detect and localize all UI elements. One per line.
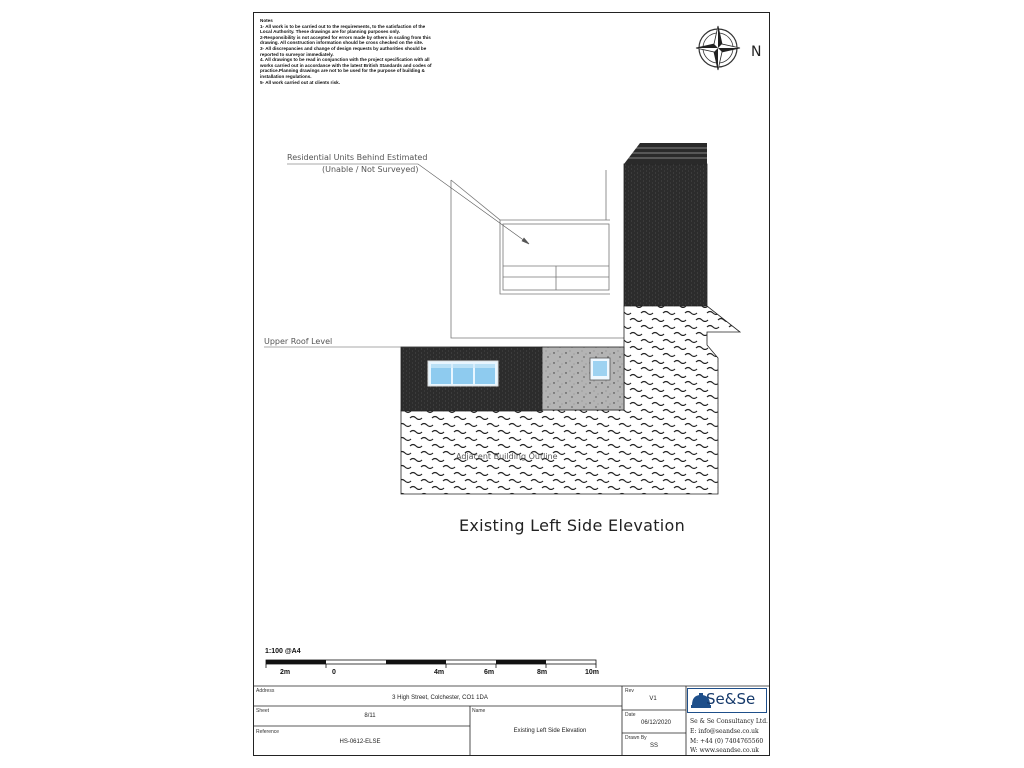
reference-value: HS-0612-ELSE bbox=[339, 739, 381, 745]
notes-line: Local Authority. These drawings are for planning purposes only. bbox=[260, 29, 401, 35]
notes-line: 5- All work carried out at clients risk. bbox=[260, 79, 340, 85]
notes-line: 3- All discrepancies and change of design requests by authorities should be bbox=[260, 45, 427, 51]
date-value: 06/12/2020 bbox=[640, 720, 672, 726]
annotation-leaders bbox=[264, 164, 529, 347]
sheet-label: Sheet bbox=[256, 708, 270, 714]
logo-text: Se&Se bbox=[706, 690, 756, 708]
rev-value: V1 bbox=[649, 696, 657, 702]
scale-tick: 0 bbox=[332, 669, 336, 676]
dark-brick-wall bbox=[624, 143, 707, 306]
notes-heading: Notes bbox=[260, 18, 273, 23]
notes-line: 4. All drawings to be read in conjunction with the project specification with all bbox=[260, 57, 430, 63]
date-label: Date bbox=[625, 712, 636, 718]
address-value: 3 High Street, Colchester, CO1 1DA bbox=[392, 695, 488, 701]
scale-tick: 6m bbox=[484, 669, 495, 676]
drawn-by-value: SS bbox=[649, 743, 658, 749]
company-web: W: www.seandse.co.uk bbox=[690, 747, 759, 754]
scale-tick: 10m bbox=[585, 669, 600, 676]
notes-line: drawing. All construction information should be cross checked on the site. bbox=[260, 40, 424, 46]
north-arrow bbox=[696, 26, 740, 70]
notes-line: installation regulations. bbox=[260, 73, 312, 79]
residential-units-outline bbox=[451, 170, 624, 338]
drawn-by-label: Drawn By bbox=[625, 735, 647, 741]
notes-line: 2-Responsibility is not accepted for errors made by others in scaling from this bbox=[260, 34, 431, 40]
name-value: Existing Left Side Elevation bbox=[513, 728, 587, 734]
scale-tick: 8m bbox=[537, 669, 548, 676]
reference-label: Reference bbox=[256, 729, 280, 735]
company-phone: M: +44 (0) 7404765560 bbox=[690, 738, 764, 745]
scale-label: 1:100 @A4 bbox=[265, 648, 301, 655]
scale-bar bbox=[266, 660, 596, 668]
notes-line: reported to surveyor immediately. bbox=[260, 51, 334, 57]
window-large bbox=[428, 361, 498, 386]
notes-line: practice.Planning drawings are not to be used for the purpose of building & bbox=[260, 68, 425, 74]
address-label: Address bbox=[256, 688, 275, 694]
north-label: N bbox=[751, 44, 762, 60]
residential-units-label: Residential Units Behind Estimated bbox=[287, 153, 428, 162]
notes-line: 1- All work is to be carried out to the requirements, to the satisfaction of the bbox=[260, 23, 426, 29]
drawing-title: Existing Left Side Elevation bbox=[459, 516, 686, 535]
rev-label: Rev bbox=[625, 688, 634, 694]
scale-tick: 4m bbox=[434, 669, 445, 676]
notes-line: works carried out in accordance with the latest British Standards and codes of bbox=[260, 62, 432, 68]
company-name: Se & Se Consultancy Ltd. bbox=[690, 718, 768, 725]
company-email: E: info@seandse.co.uk bbox=[690, 728, 759, 735]
window-small bbox=[590, 358, 610, 380]
scale-tick: 2m bbox=[280, 669, 291, 676]
grey-render-panel bbox=[542, 347, 624, 410]
upper-roof-label: Upper Roof Level bbox=[264, 337, 333, 346]
sheet-value: 8/11 bbox=[364, 713, 376, 719]
adjacent-building-label: Adjacent Building Outline bbox=[456, 452, 558, 461]
not-surveyed-label: (Unable / Not Surveyed) bbox=[322, 165, 419, 174]
name-label: Name bbox=[472, 708, 486, 714]
